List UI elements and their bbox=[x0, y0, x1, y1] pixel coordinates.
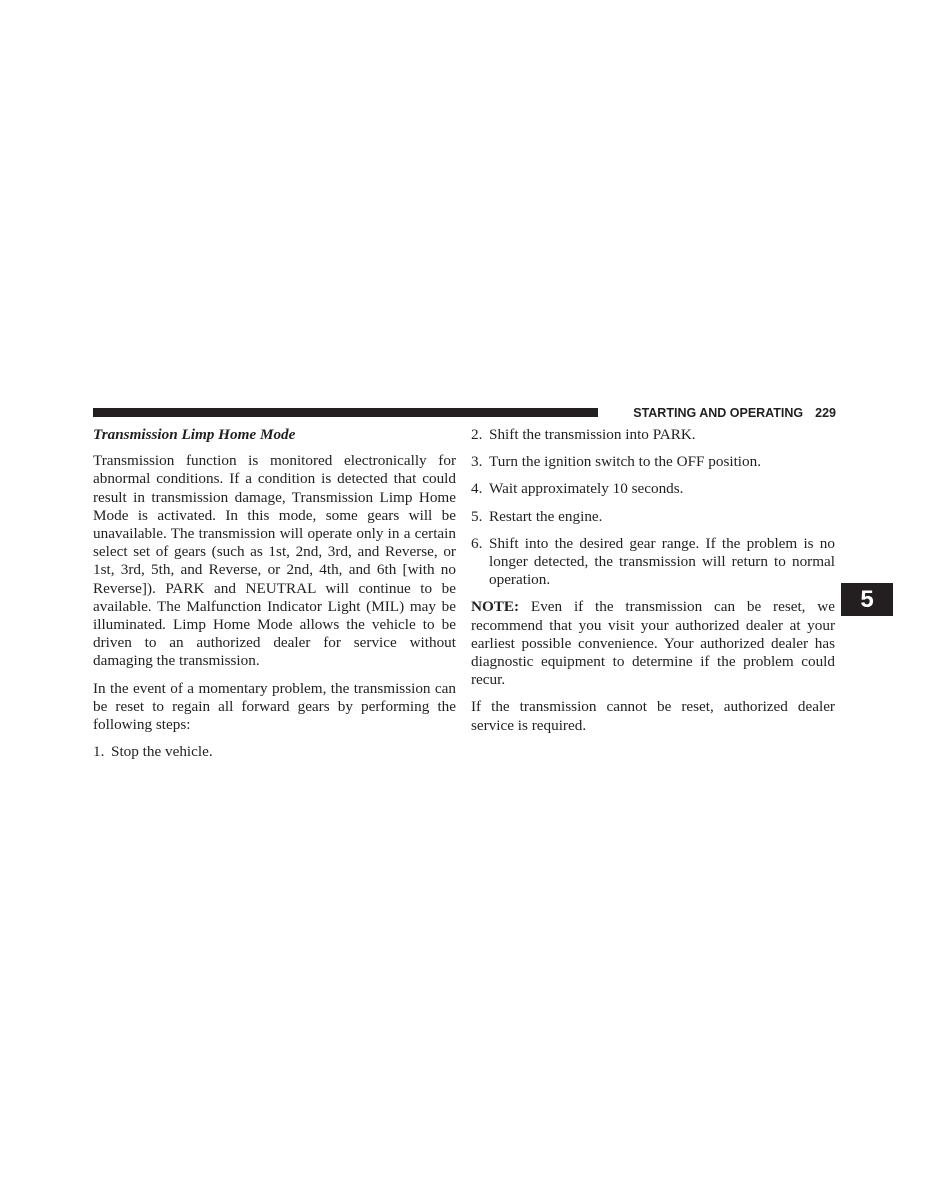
page-number: 229 bbox=[815, 406, 836, 420]
note-label: NOTE: bbox=[471, 598, 520, 616]
section-heading: Transmission Limp Home Mode bbox=[93, 426, 296, 443]
step-number: 2. bbox=[471, 426, 483, 443]
note-paragraph bbox=[471, 598, 835, 689]
step-number: 5. bbox=[471, 507, 483, 525]
body-paragraph-2: In the event of a momentary problem, the transmission can be reset to regain all forward gears by performing the following steps: bbox=[93, 679, 456, 734]
chapter-tab bbox=[841, 583, 893, 616]
list-item bbox=[471, 535, 835, 590]
body-paragraph-1: Transmission function is monitored electronically for abnormal conditions. If a condition is detected that could result in transmission damage, Transmission Limp Home Mode is activated. In this mode, some gears will be unavailable. The transmission will operate only in a certain select set of gears (such as 1st, 2nd, 3rd, and Reverse, or 1st, 3rd, 5th, and Reverse, or 2nd, 4th, and 6th [with no Reverse]). PARK and NEUTRAL will continue to be available. The Malfunction Indicator Light (MIL) may be illuminated. Limp Home Mode allows the vehicle to be driven to an authorized dealer for service without damaging the transmission. bbox=[93, 452, 456, 670]
step-number: 4. bbox=[471, 480, 483, 498]
list-item bbox=[471, 453, 835, 471]
step-text: Restart the engine. bbox=[489, 507, 603, 525]
step-text: Turn the ignition switch to the OFF position. bbox=[489, 453, 761, 471]
list-item bbox=[471, 508, 835, 526]
step-text: Stop the vehicle. bbox=[111, 743, 213, 761]
list-item bbox=[471, 480, 835, 498]
header-rule bbox=[93, 408, 598, 417]
right-column bbox=[471, 426, 835, 744]
step-text: Wait approximately 10 seconds. bbox=[489, 480, 684, 498]
list-item bbox=[93, 743, 456, 761]
running-header bbox=[608, 404, 836, 422]
step-number: 1. bbox=[93, 743, 105, 761]
step-number: 6. bbox=[471, 534, 483, 552]
left-column bbox=[93, 426, 456, 770]
note-text: Even if the transmission can be reset, we recommend that you visit your authorized dealer at your earliest possible convenience. Your authorized dealer has diagnostic equipment to determine if the problem could recur. bbox=[471, 598, 836, 689]
step-text: Shift into the desired gear range. If the problem is no longer detected, the transmission will return to normal operation. bbox=[489, 534, 835, 589]
chapter-number: 5 bbox=[860, 585, 874, 613]
final-paragraph: If the transmission cannot be reset, authorized dealer service is required. bbox=[471, 698, 835, 734]
step-text: Shift the transmission into PARK. bbox=[489, 426, 696, 443]
section-title: STARTING AND OPERATING bbox=[633, 406, 804, 420]
list-item bbox=[471, 426, 835, 444]
step-number: 3. bbox=[471, 453, 483, 471]
